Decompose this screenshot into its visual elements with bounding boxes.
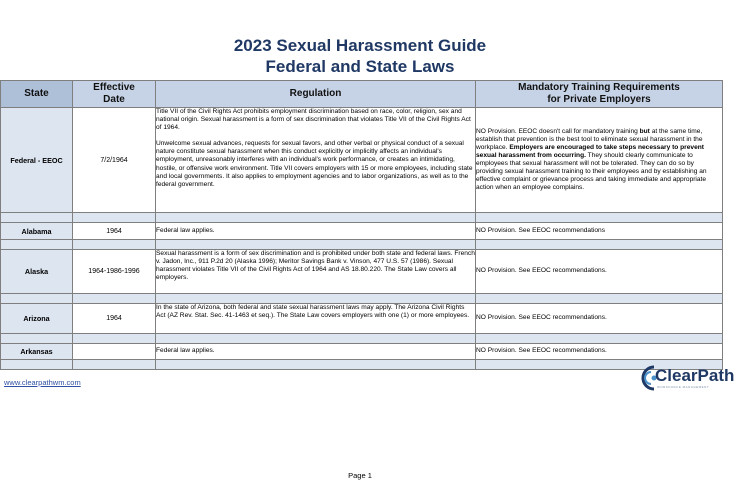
training-span: NO Provision. EEOC doesn't call for mandatory training <box>476 127 640 135</box>
header-training-line1: Mandatory Training Requirements <box>518 82 680 93</box>
training-cell <box>476 108 723 213</box>
date-cell: 1964 <box>73 223 156 240</box>
logo-tagline: WORKFORCE MANAGEMENT <box>657 385 710 389</box>
website-link[interactable]: www.clearpathwm.com <box>4 378 81 387</box>
regulation-paragraph: Unwelcome sexual advances, requests for sexual favors, and other verbal or physical conduct of a sexual nature constitute sexual harassment when this conduct explicitly or implicitly affects an individual's employment, unreasonably interferes with an individual's work performance, or creates an intimidating, hostile, or offensive work environment. Title VII covers employers with 15 or more employees, including state and local governments. It also applies to employment agencies and to labor organizations, as well as to the federal government. <box>156 140 473 188</box>
page-title: 2023 Sexual Harassment Guide <box>233 36 487 55</box>
training-bold: Employers are encouraged to take steps necessary to prevent sexual harassment from occurring. <box>476 143 704 159</box>
state-cell: Alaska <box>1 250 73 294</box>
header-effective-date-line2: Date <box>103 94 125 105</box>
table-row-arkansas <box>1 344 723 360</box>
date-cell <box>73 344 156 360</box>
state-cell: Alabama <box>1 223 73 240</box>
regulation-cell: Federal law applies. <box>156 344 476 360</box>
logo-text: ClearPath <box>655 366 734 385</box>
regulation-paragraph: Title VII of the Civil Rights Act prohibits employment discrimination based on race, color, religion, sex and national origin. Sexual harassment is a form of sex discrimination that violates Title VII of the Civil Rights Act of 1964. <box>156 108 471 132</box>
state-cell: Federal - EEOC <box>1 108 73 213</box>
header-regulation: Regulation <box>156 81 476 108</box>
spacer-row <box>1 334 723 344</box>
table-row-federal <box>1 108 723 213</box>
training-cell: NO Provision. See EEOC recommendations <box>476 223 723 240</box>
spacer-row <box>1 360 723 370</box>
laws-table <box>0 80 723 370</box>
training-cell: NO Provision. See EEOC recommendations. <box>476 250 723 294</box>
header-training <box>476 81 723 108</box>
table-row-arizona <box>1 304 723 334</box>
regulation-cell <box>156 108 476 213</box>
table-row-alaska <box>1 250 723 294</box>
page-subtitle: Federal and State Laws <box>265 57 455 76</box>
date-cell: 1964-1986-1996 <box>73 250 156 294</box>
spacer-row <box>1 294 723 304</box>
header-effective-date <box>73 81 156 108</box>
page-number: Page 1 <box>348 471 372 480</box>
table-row-alabama <box>1 223 723 240</box>
regulation-cell: In the state of Arizona, both federal and state sexual harassment laws may apply. The Arizona Civil Rights Act (AZ Rev. Stat. Sec. 41-1463 et seq.). The State Law covers employers with one (1) or more employees. <box>156 304 476 334</box>
training-bold: but <box>639 127 650 135</box>
training-cell: NO Provision. See EEOC recommendations. <box>476 344 723 360</box>
date-cell: 1964 <box>73 304 156 334</box>
date-cell: 7/2/1964 <box>73 108 156 213</box>
state-cell: Arkansas <box>1 344 73 360</box>
training-text <box>476 128 722 193</box>
header-effective-date-line1: Effective <box>93 82 135 93</box>
state-cell: Arizona <box>1 304 73 334</box>
header-training-line2: for Private Employers <box>547 94 651 105</box>
training-cell: NO Provision. See EEOC recommendations. <box>476 304 723 334</box>
training-span: They should clearly communicate to employees that sexual harassment will not be tolerated. They can do so by providing sexual harassment training to their employees and by establishing an effective complaint or grievance process and taking immediate and appropriate action when an employee complains. <box>476 151 707 192</box>
header-state: State <box>1 81 73 108</box>
training-span: at the same time, establish that prevention is the best tool to eliminate sexual harassment in the workplace. <box>476 127 703 151</box>
spacer-row <box>1 213 723 223</box>
clearpath-logo <box>641 363 734 397</box>
spacer-row <box>1 240 723 250</box>
regulation-cell: Federal law applies. <box>156 223 476 240</box>
regulation-cell: Sexual harassment is a form of sex discrimination and is prohibited under both state and federal laws. French v. Jadon, Inc., 911 P.2d 20 (Alaska 1996); Meritor Savings Bank v. Vinson, 477 U.S. 57 (1986). Sexual harassment violates Title VII of the Civil Rights Act of 1964 and AS 18.80.220. The State Law covers all employers. <box>156 250 476 294</box>
header-row <box>1 81 723 108</box>
